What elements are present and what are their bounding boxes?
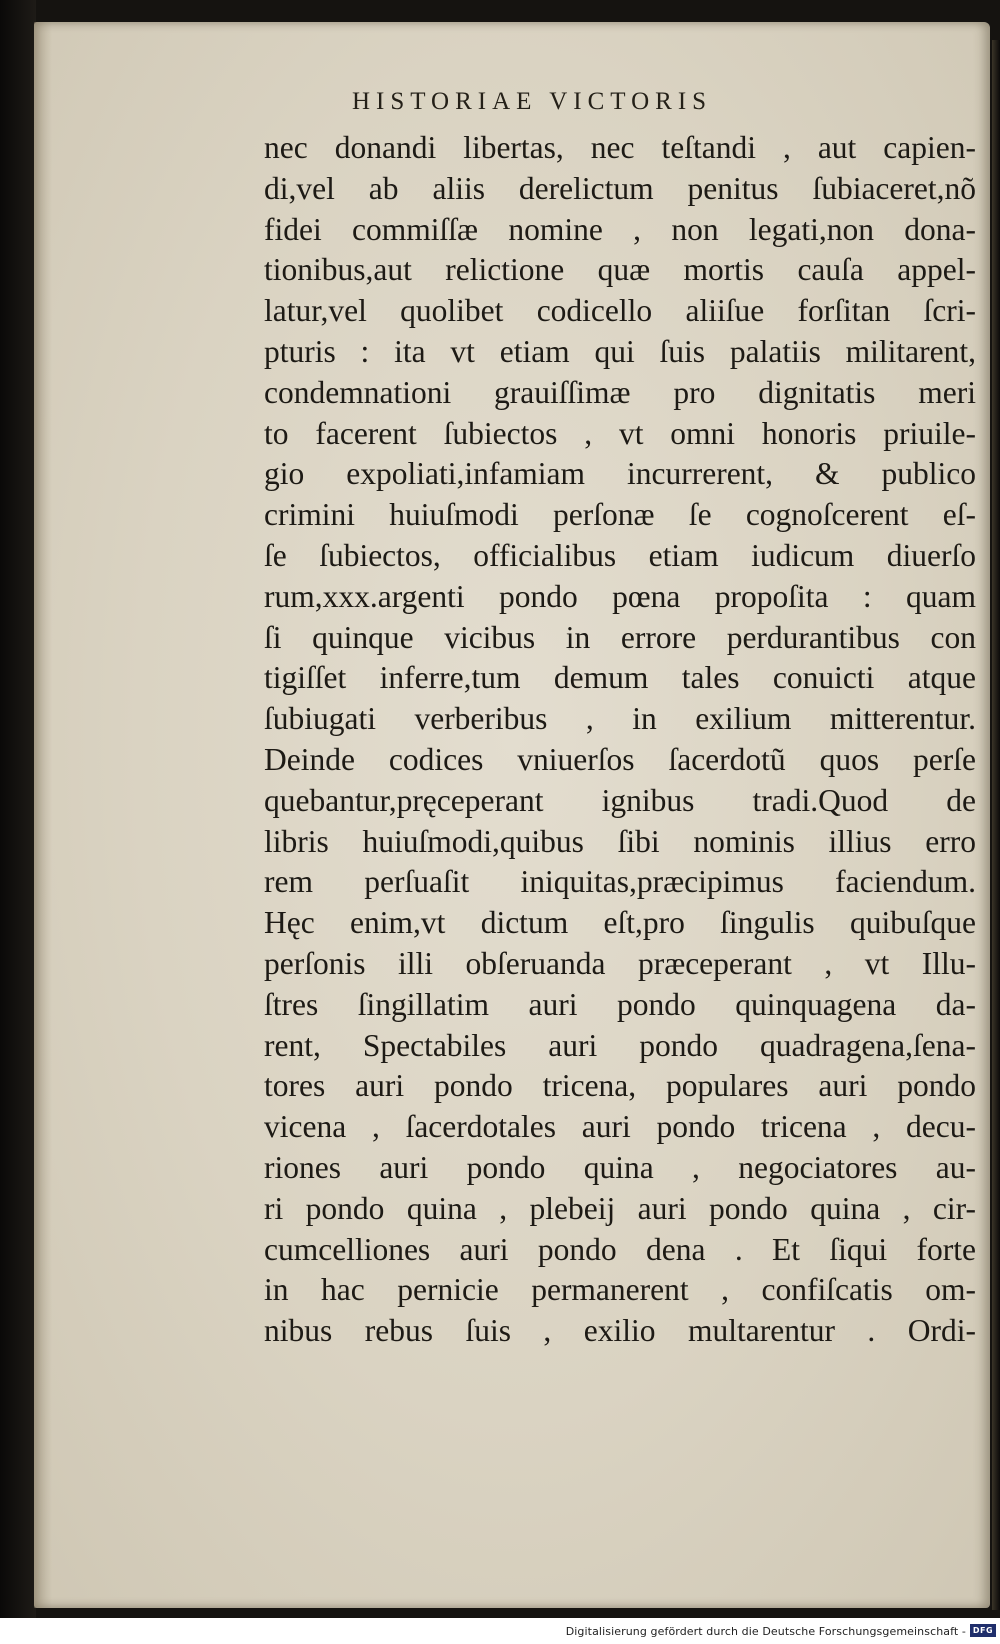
text-line: fidei commiſſæ nomine , non legati,non dona- [264,211,976,247]
text-line: ſtres ſingillatim auri pondo quinquagena da- [264,986,976,1022]
gutter-fold [34,22,52,1608]
text-line: ſe ſubiectos, officialibus etiam iudicum diuerſo [264,537,976,573]
text-line: di,vel ab aliis derelictum penitus ſubiaceret,nõ [264,170,976,206]
text-line: vicena , ſacerdotales auri pondo tricena , decu- [264,1109,976,1145]
text-line: riones auri pondo quina , negociatores au- [264,1149,976,1185]
text-line: tores auri pondo tricena, populares auri pondo [264,1068,976,1104]
footer-bar [0,1618,1000,1644]
text-line: ri pondo quina , plebeij auri pondo quina , cir- [264,1190,976,1226]
text-line: tionibus,aut relictione quæ mortis cauſa appel- [264,252,976,288]
text-line: ſi quinque vicibus in errore perdurantibus con [264,619,976,655]
text-line: latur,vel quolibet codicello aliiſue forſitan ſcri- [264,293,976,329]
text-line: nibus rebus ſuis , exilio multarentur . Ordi- [264,1313,976,1349]
text-line: rum,xxx.argenti pondo pœna propoſita : quam [264,578,976,614]
text-line: ſubiugati verberibus , in exilium mitterentur. [264,701,976,737]
text-line: nec donandi libertas, nec teſtandi , aut capien- [264,130,976,165]
running-head: HISTORIAE VICTORIS [351,88,713,115]
binding-shadow [0,0,36,1644]
text-line: in hac pernicie permanerent , confiſcatis om- [264,1272,976,1308]
text-line: libris huiuſmodi,quibus ſibi nominis illius erro [264,823,976,859]
text-line: condemnationi grauiſſimæ pro dignitatis meri [264,374,976,410]
page-edge [992,40,1000,1610]
text-line: crimini huiuſmodi perſonæ ſe cognoſcerent eſ- [264,497,976,533]
paper-page [34,22,990,1608]
body-text [264,128,976,1352]
text-line: Deinde codices vniuerſos ſacerdotũ quos perſe [264,741,976,777]
dfg-logo: DFG [970,1624,996,1637]
text-line: rent, Spectabiles auri pondo quadragena,ſena- [264,1027,976,1063]
text-line: rem perſuaſit iniquitas,præcipimus faciendum. [264,864,976,900]
text-line: tigiſſet inferre,tum demum tales conuicti atque [264,660,976,696]
footer-credit: Digitalisierung gefördert durch die Deutsche Forschungsgemeinschaft - [565,1625,966,1638]
text-line: cumcelliones auri pondo dena . Et ſiqui forte [264,1231,976,1267]
text-line: Hęc enim,vt dictum eſt,pro ſingulis quibuſque [264,905,976,941]
text-line: to facerent ſubiectos , vt omni honoris priuile- [264,415,976,451]
text-line: gio expoliati,infamiam incurrerent, & publico [264,456,976,492]
text-line: perſonis illi obſeruanda præceperant , vt Illu- [264,945,976,981]
text-line: quebantur,pręceperant ignibus tradi.Quod de [264,782,976,818]
text-line: pturis : ita vt etiam qui ſuis palatiis militarent, [264,333,976,369]
